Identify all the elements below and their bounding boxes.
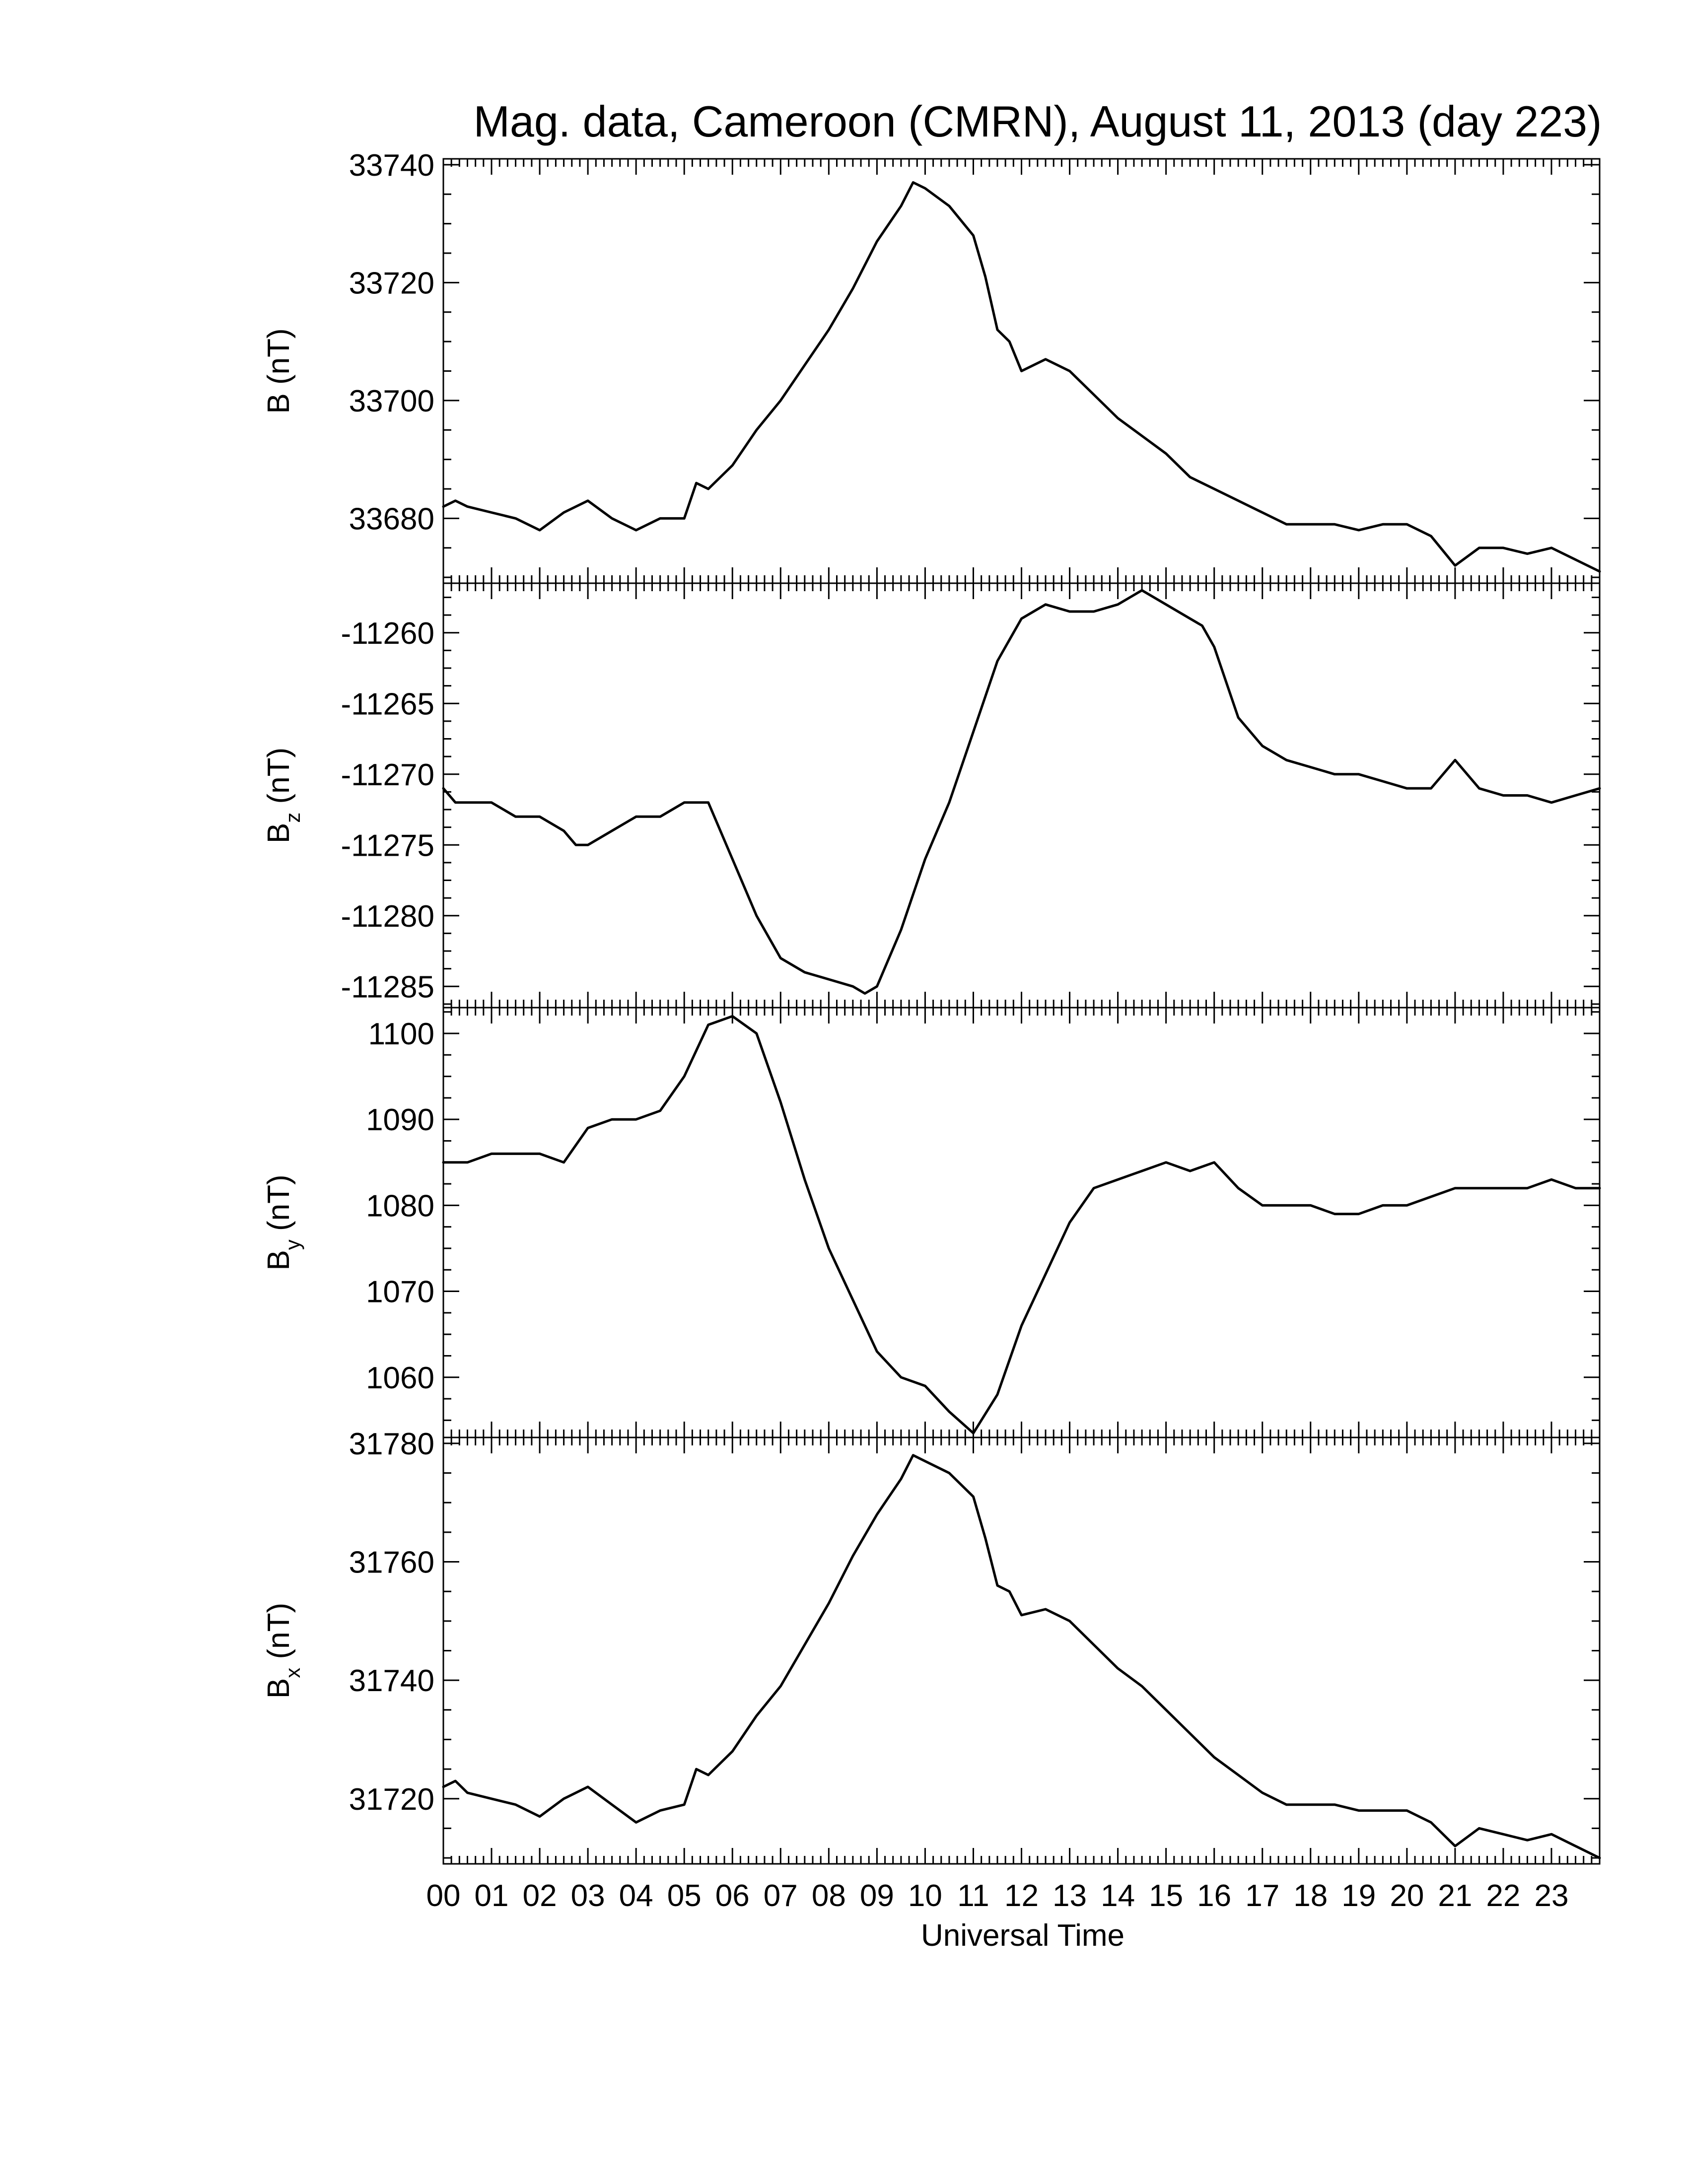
y-tick-label: -11270 (341, 757, 434, 792)
y-tick-label: 31720 (349, 1782, 434, 1817)
x-tick-label: 21 (1438, 1879, 1473, 1913)
x-axis (426, 1879, 1569, 1913)
x-tick-label: 12 (1004, 1879, 1039, 1913)
y-tick-label: 31740 (349, 1664, 434, 1699)
panel-Bx (262, 1427, 1600, 1864)
panel-Bz (262, 583, 1600, 1008)
y-tick-label: -11280 (341, 899, 434, 934)
x-tick-label: 05 (667, 1879, 702, 1913)
y-tick-label: 1080 (366, 1189, 434, 1224)
y-tick-label: 1090 (366, 1103, 434, 1138)
x-tick-label: 00 (426, 1879, 461, 1913)
y-tick-label: 31760 (349, 1545, 434, 1580)
y-tick-label: -11265 (341, 687, 434, 722)
y-axis-title: $B_z$ (nT) (262, 747, 304, 844)
x-tick-label: 18 (1293, 1879, 1328, 1913)
y-axis-title: B (nT) (262, 328, 296, 414)
y-tick-label: 33700 (349, 384, 434, 418)
y-tick-label: 33740 (349, 148, 434, 183)
panels-group (262, 148, 1600, 1864)
series-line-B (443, 183, 1600, 572)
x-tick-label: 15 (1149, 1879, 1184, 1913)
y-tick-label: 33720 (349, 266, 434, 301)
x-tick-label: 08 (811, 1879, 846, 1913)
series-line-Bx (443, 1455, 1600, 1858)
x-tick-label: 11 (957, 1879, 989, 1913)
x-tick-label: 04 (619, 1879, 653, 1913)
x-tick-label: 06 (715, 1879, 750, 1913)
x-tick-label: 09 (859, 1879, 894, 1913)
x-tick-label: 01 (474, 1879, 509, 1913)
x-tick-label: 20 (1390, 1879, 1424, 1913)
x-tick-label: 22 (1486, 1879, 1521, 1913)
x-tick-label: 13 (1053, 1879, 1087, 1913)
y-tick-label: -11275 (341, 828, 434, 863)
series-line-By (443, 1016, 1600, 1433)
x-tick-label: 19 (1341, 1879, 1376, 1913)
x-tick-label: 07 (763, 1879, 798, 1913)
y-tick-label: 1100 (368, 1017, 434, 1051)
x-tick-label: 16 (1197, 1879, 1232, 1913)
y-tick-label: 33680 (349, 502, 434, 537)
y-axis-title: $B_x$ (nT) (262, 1602, 304, 1699)
x-tick-label: 10 (908, 1879, 942, 1913)
x-tick-label: 03 (570, 1879, 605, 1913)
x-tick-label: 02 (522, 1879, 557, 1913)
x-axis-title: Universal Time (921, 1918, 1125, 1953)
chart-title: Mag. data, Cameroon (CMRN), August 11, 2013 (day 223) (473, 97, 1602, 146)
panel-By (262, 1008, 1600, 1437)
y-tick-label: -11260 (341, 616, 434, 651)
y-tick-label: -11285 (341, 970, 434, 1005)
panel-frame (443, 1437, 1600, 1864)
y-tick-label: 1060 (366, 1361, 434, 1395)
y-tick-label: 31780 (349, 1427, 434, 1461)
panel-frame (443, 583, 1600, 1008)
y-axis-title: $B_y$ (nT) (262, 1174, 304, 1271)
series-line-Bz (443, 590, 1600, 993)
x-tick-label: 23 (1534, 1879, 1569, 1913)
x-tick-label: 17 (1245, 1879, 1280, 1913)
y-tick-label: 1070 (366, 1275, 434, 1309)
panel-frame (443, 1008, 1600, 1437)
x-tick-label: 14 (1101, 1879, 1135, 1913)
panel-B (262, 148, 1600, 583)
